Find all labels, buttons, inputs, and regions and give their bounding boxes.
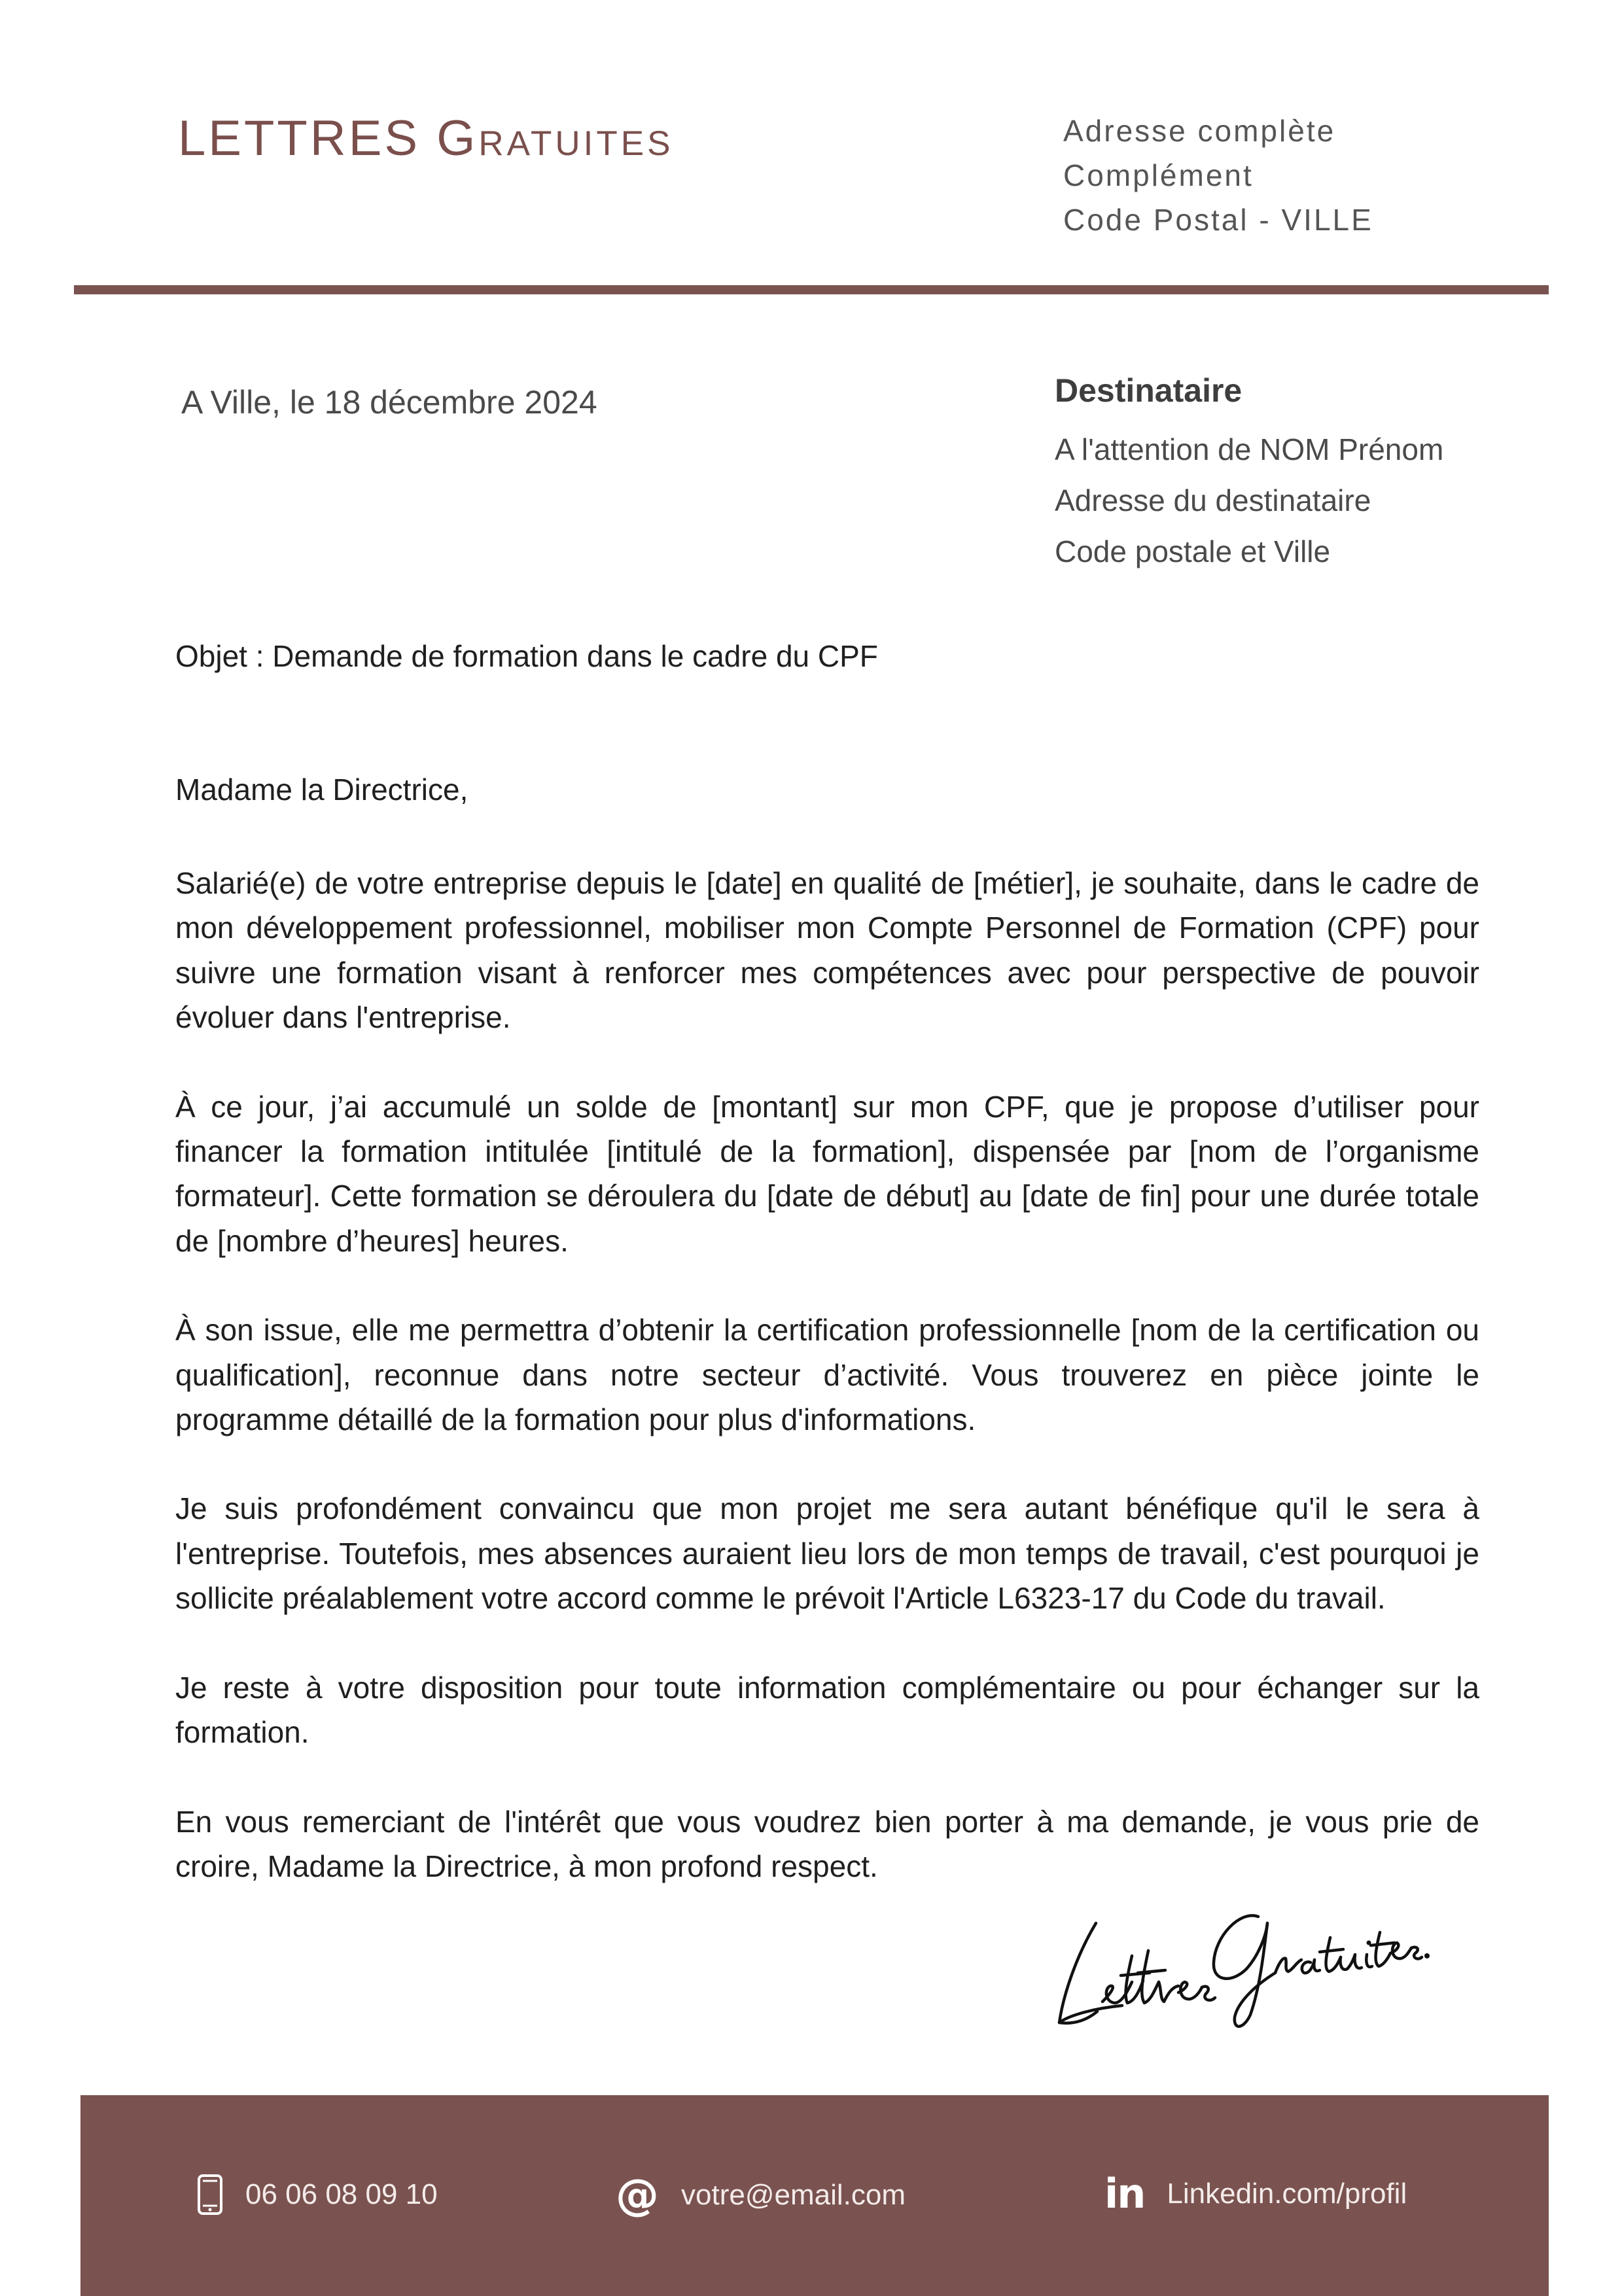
recipient-line: Adresse du destinataire [1055, 483, 1371, 517]
letter-subject: Objet : Demande de formation dans le cadre du CPF [175, 639, 878, 673]
brand-word-lettres: LETTRES [178, 111, 421, 166]
sender-address [1063, 109, 1373, 242]
body-paragraph: Salarié(e) de votre entreprise depuis le [date] en qualité de [métier], je souhaite, dans le cadre de mon développement professionnel, mobiliser mon Compte Personnel de Formation (CPF) pour suivre une formation visant à renforcer mes compétences avec pour perspective de pouvoir évoluer dans l'entreprise. [175, 866, 1479, 1035]
contact-footer [80, 2095, 1549, 2296]
brand-word-gratuites: Gratuites [436, 111, 674, 166]
recipient-line: A l'attention de NOM Prénom [1055, 432, 1444, 466]
sender-address-line: Code Postal - VILLE [1063, 203, 1373, 237]
body-paragraph: Je reste à votre disposition pour toute information complémentaire ou pour échanger sur la formation. [175, 1670, 1479, 1750]
phone-number[interactable]: 06 06 08 09 10 [245, 2178, 438, 2210]
sender-address-line: Adresse complète [1063, 114, 1336, 148]
handwritten-signature [1050, 1877, 1430, 2034]
recipient-title: Destinataire [1055, 372, 1243, 409]
letter-salutation: Madame la Directrice, [175, 773, 468, 807]
header-divider [74, 285, 1549, 294]
footer-phone [197, 2174, 438, 2216]
phone-icon [197, 2174, 223, 2216]
linkedin-url[interactable]: Linkedin.com/profil [1167, 2178, 1407, 2210]
linkedin-icon: in [1104, 2170, 1145, 2218]
body-paragraph: En vous remerciant de l'intérêt que vous voudrez bien porter à ma demande, je vous prie de croire, Madame la Directrice, à mon profond respect. [175, 1804, 1479, 1883]
body-paragraph: Je suis profondément convaincu que mon projet me sera autant bénéfique qu'il le sera à l'entreprise. Toutefois, mes absences auraient lieu lors de mon temps de travail, c'est pourquoi je sollicite préalablement votre accord comme le prévoit l'Article L6323-17 du Code du travail. [175, 1491, 1479, 1616]
date-line: A Ville, le 18 décembre 2024 [181, 384, 597, 421]
recipient-lines [1055, 424, 1443, 577]
letter-body [175, 861, 1479, 1933]
recipient-block [1055, 372, 1443, 577]
body-paragraph: À son issue, elle me permettra d’obtenir la certification professionnelle [nom de la certification ou qualification], reconnue dans notre secteur d’activité. Vous trouverez en pièce jointe le programme détaillé de la formation pour plus d'informations. [175, 1313, 1479, 1437]
footer-linkedin [1104, 2170, 1407, 2218]
at-icon: @ [616, 2170, 659, 2220]
sender-address-line: Complément [1063, 158, 1254, 192]
body-paragraph: À ce jour, j’ai accumulé un solde de [montant] sur mon CPF, que je propose d’utiliser pour financer la formation intitulée [intitulé de la formation], dispensée par [nom de l’organisme formateur]. Cette formation se déroulera du [date de début] au [date de fin] pour une durée totale de [nombre d’heures] heures. [175, 1089, 1479, 1258]
recipient-line: Code postale et Ville [1055, 534, 1331, 568]
footer-email [616, 2170, 906, 2220]
brand-logo [178, 110, 673, 167]
email-address[interactable]: votre@email.com [681, 2179, 906, 2211]
